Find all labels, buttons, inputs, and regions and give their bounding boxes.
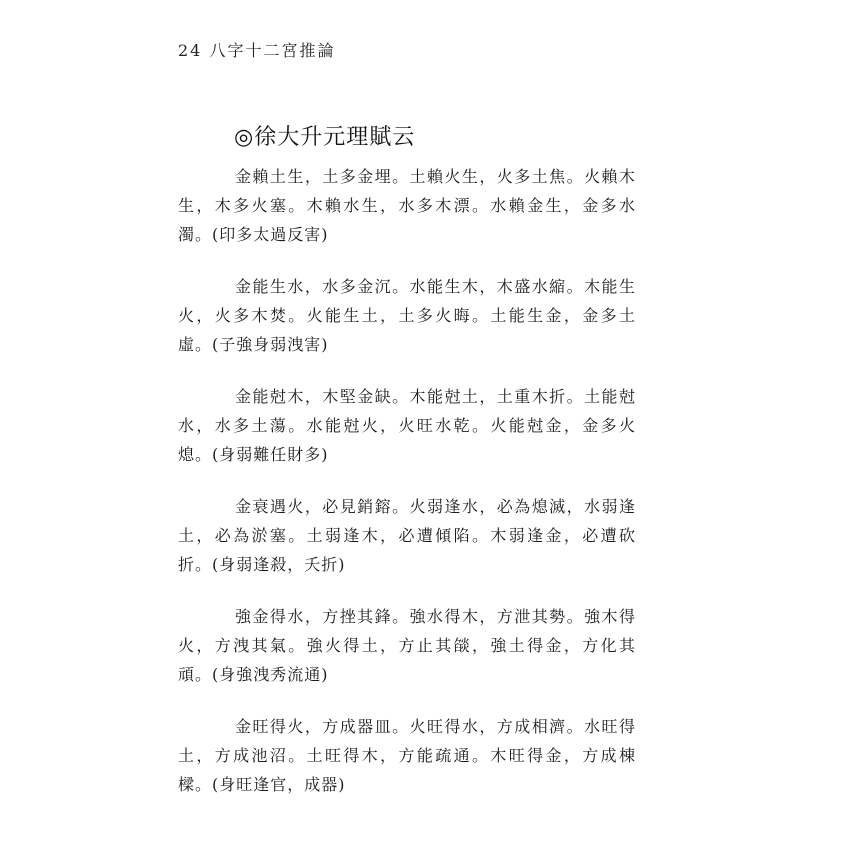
paragraph: 金旺得火，方成器皿。火旺得水，方成相濟。水旺得土，方成池沼。土旺得木，方能疏通。木旺得金，方成棟樑。(身旺逢官，成器) (178, 717, 636, 794)
paragraph: 金賴土生，土多金埋。土賴火生，火多土焦。火賴木生，木多火塞。木賴水生，水多木漂。水賴金生，金多水濁。(印多太過反害) (178, 167, 636, 244)
body-text (178, 162, 636, 822)
paragraph: 金衰遇火，必見銷鎔。火弱逢水，必為熄滅，水弱逢土，必為淤塞。土弱逢木，必遭傾陷。木弱逢金，必遭砍折。(身弱逢殺，夭折) (178, 497, 636, 574)
section-title: ◎徐大升元理賦云 (234, 125, 416, 150)
paragraph: 金能生水，水多金沉。水能生木，木盛水縮。木能生火，火多木焚。火能生土，土多火晦。土能生金，金多土虛。(子強身弱洩害) (178, 277, 636, 354)
running-header: 24 八字十二宮推論 (178, 41, 336, 60)
paragraph: 強金得水，方挫其鋒。強水得木，方泄其勢。強木得火，方洩其氣。強火得土，方止其燄，強土得金，方化其頑。(身強洩秀流通) (178, 607, 636, 684)
paragraph: 金能尅木，木堅金缺。木能尅土，土重木折。土能尅水，水多土蕩。水能尅火，火旺水乾。火能尅金，金多火熄。(身弱難任財多) (178, 387, 636, 464)
